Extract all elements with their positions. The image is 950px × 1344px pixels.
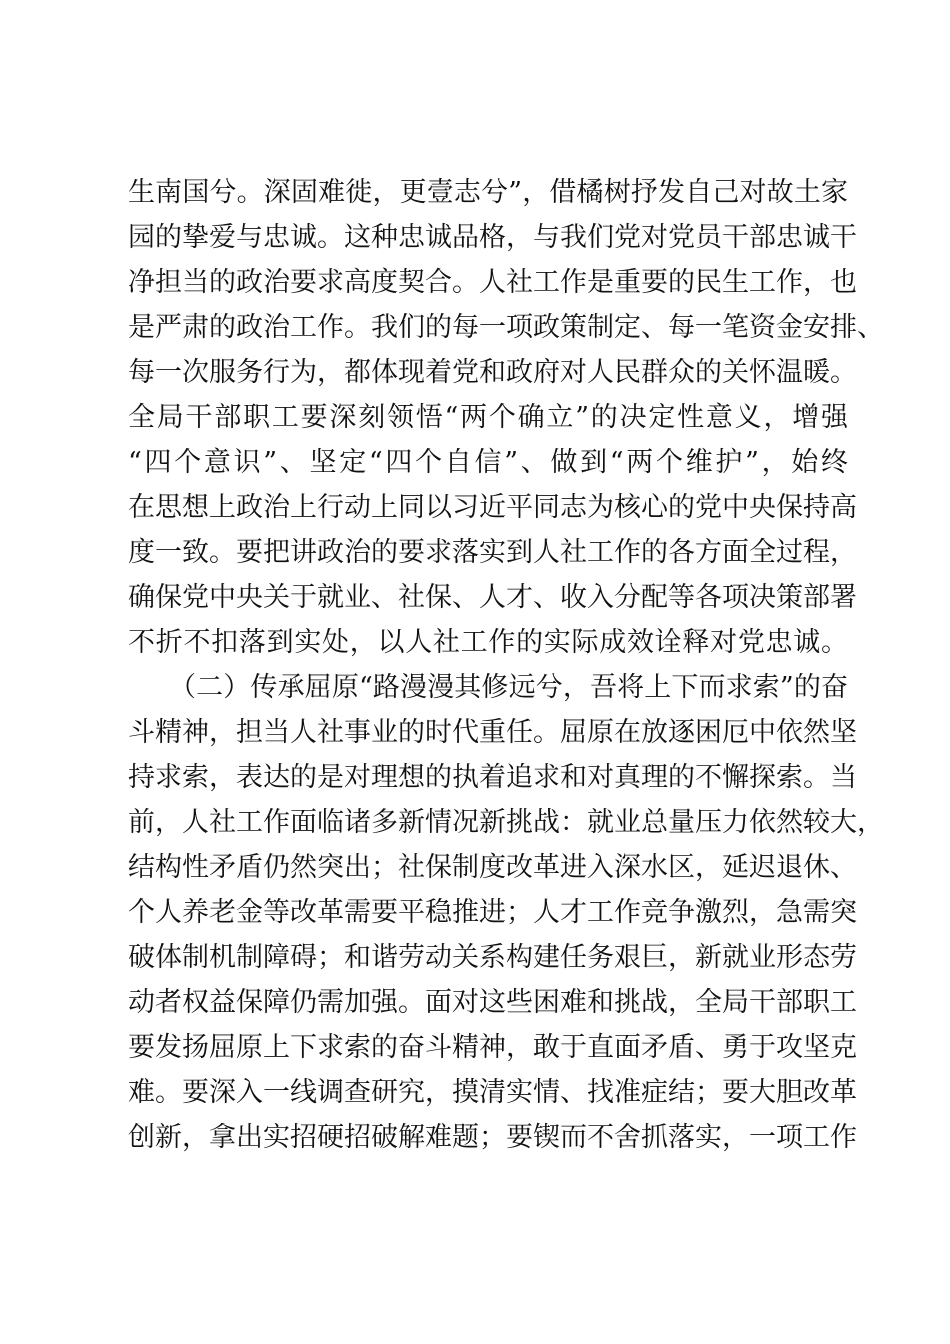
text-line: 持求索，表达的是对理想的执着追求和对真理的不懈探索。当 (128, 762, 857, 793)
text-line: 确保党中央关于就业、社保、人才、收入分配等各项决策部署 (128, 582, 857, 613)
text-line: 每一次服务行为，都体现着党和政府对人民群众的关怀温暖。 (128, 357, 857, 388)
section-heading-line: （二）传承屈原“路漫漫其修远兮，吾将上下而求索”的奋 (169, 672, 848, 703)
text-line: 难。要深入一线调查研究，摸清实情、找准症结；要大胆改革 (128, 1077, 857, 1108)
text-line: 净担当的政治要求高度契合。人社工作是重要的民生工作，也 (128, 267, 857, 298)
text-line: 度一致。要把讲政治的要求落实到人社工作的各方面全过程， (128, 537, 857, 568)
body-text (128, 170, 884, 1160)
text-line: 破体制机制障碍；和谐劳动关系构建任务艰巨，新就业形态劳 (128, 942, 857, 973)
text-line: 前，人社工作面临诸多新情况新挑战：就业总量压力依然较大， (128, 807, 884, 838)
text-line: 全局干部职工要深刻领悟“两个确立”的决定性意义，增强 (128, 402, 848, 433)
text-line: 是严肃的政治工作。我们的每一项政策制定、每一笔资金安排、 (128, 312, 884, 343)
text-line: 动者权益保障仍需加强。面对这些困难和挑战，全局干部职工 (128, 987, 857, 1018)
text-line: 创新，拿出实招硬招破解难题；要锲而不舍抓落实，一项工作 (128, 1122, 857, 1153)
text-line: 要发扬屈原上下求索的奋斗精神，敢于直面矛盾、勇于攻坚克 (128, 1032, 857, 1063)
text-line: 园的挚爱与忠诚。这种忠诚品格，与我们党对党员干部忠诚干 (128, 222, 857, 253)
text-line: 个人养老金等改革需要平稳推进；人才工作竞争激烈，急需突 (128, 897, 857, 928)
text-line: 生南国兮。深固难徙，更壹志兮”，借橘树抒发自己对故土家 (128, 177, 848, 208)
text-line: 结构性矛盾仍然突出；社保制度改革进入深水区，延迟退休、 (128, 852, 857, 883)
text-line: “四个意识”、坚定“四个自信”、做到“两个维护”，始终 (128, 447, 848, 478)
text-line: 斗精神，担当人社事业的时代重任。屈原在放逐困厄中依然坚 (128, 717, 857, 748)
text-line: 在思想上政治上行动上同以习近平同志为核心的党中央保持高 (128, 492, 857, 523)
text-line: 不折不扣落到实处，以人社工作的实际成效诠释对党忠诚。 (128, 627, 848, 658)
